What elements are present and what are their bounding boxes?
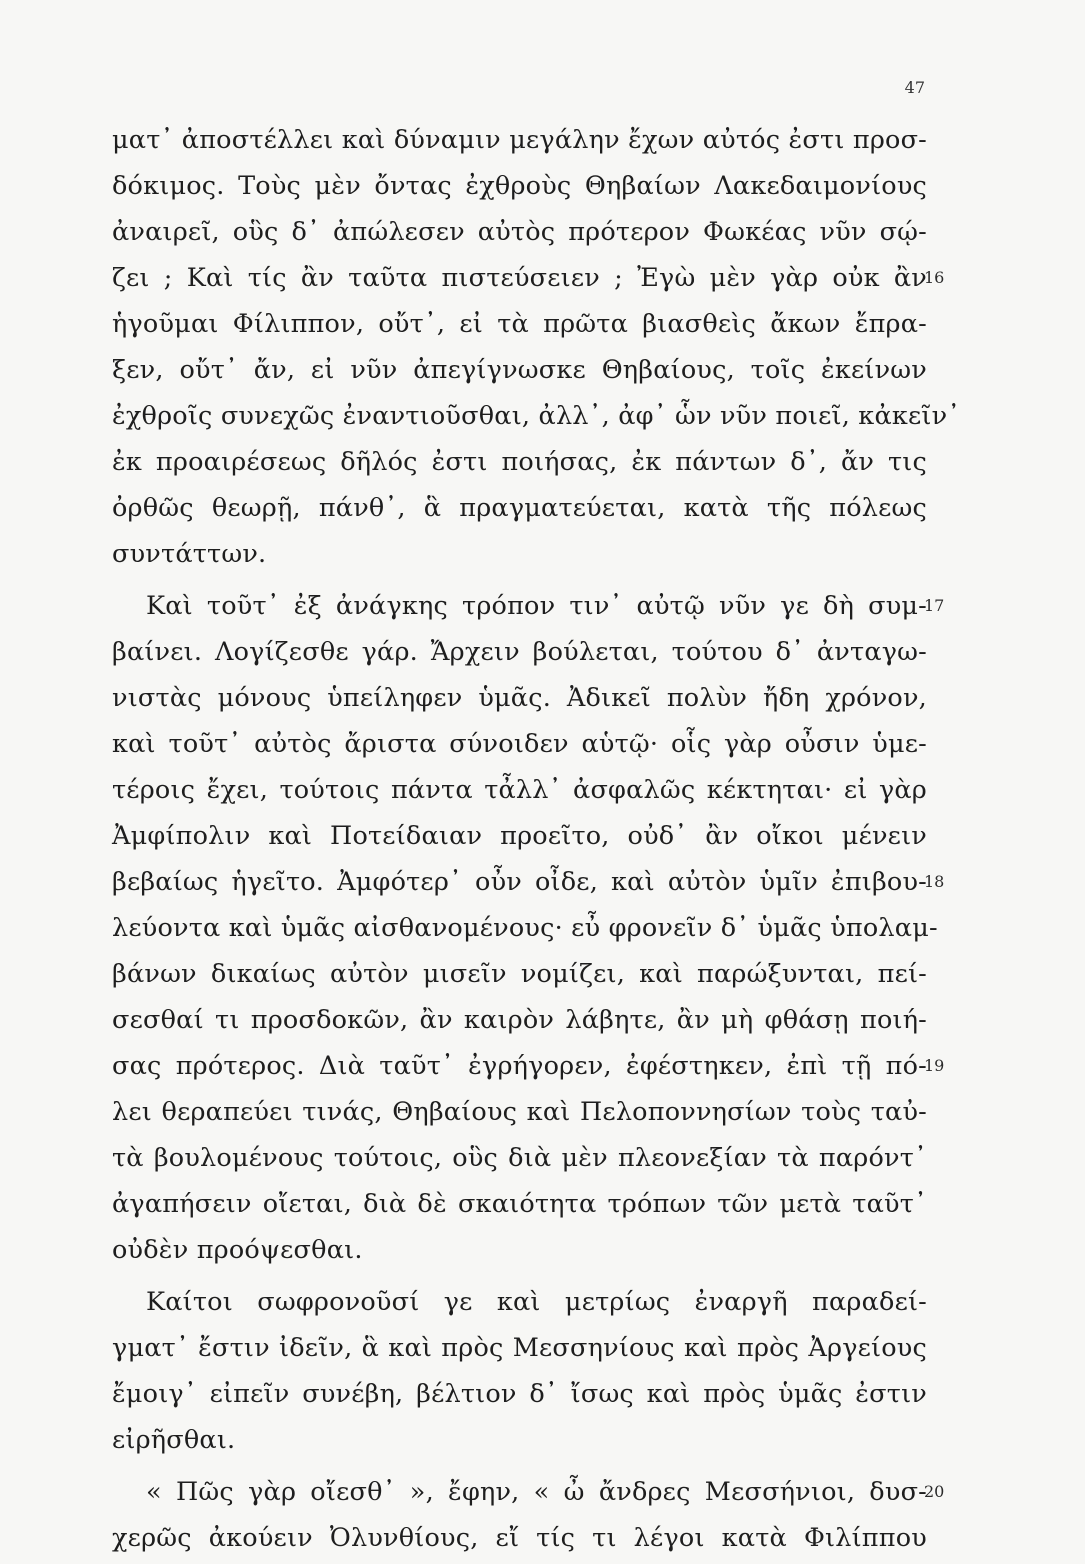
text-line: οὐδὲν προόψεσθαι. (112, 1235, 363, 1265)
text-line: συντάττων. (112, 539, 267, 569)
text-line: βαίνει. Λογίζεσθε γάρ. Ἄρχειν βούλεται, τούτου δ᾿ ἀνταγω- (112, 637, 927, 667)
text-line: Καὶ τοῦτ᾿ ἐξ ἀνάγκης τρόπον τιν᾿ αὐτῷ νῦν γε δὴ συμ- (146, 591, 927, 621)
text-line: ζει ; Καὶ τίς ἂν ταῦτα πιστεύσειεν ; Ἐγὼ μὲν γὰρ οὐκ ἂν (112, 263, 927, 293)
text-line: λεύοντα καὶ ὑμᾶς αἰσθανομένους· εὖ φρονεῖν δ᾿ ὑμᾶς ὑπολαμ- (112, 913, 938, 943)
text-line: χερῶς ἀκούειν Ὀλυνθίους, εἴ τίς τι λέγοι κατὰ Φιλίππου (112, 1523, 927, 1553)
text-line: ὀρθῶς θεωρῇ, πάνθ᾿, ἃ πραγματεύεται, κατὰ τῆς πόλεως (112, 493, 927, 523)
text-line: δόκιμος. Τοὺς μὲν ὄντας ἐχθροὺς Θηβαίων Λακεδαιμονίους (112, 171, 927, 201)
section-number: 18 (924, 872, 945, 891)
text-line: σας πρότερος. Διὰ ταῦτ᾿ ἐγρήγορεν, ἐφέστηκεν, ἐπὶ τῇ πό- (112, 1051, 927, 1081)
text-line: νιστὰς μόνους ὑπείληφεν ὑμᾶς. Ἀδικεῖ πολὺν ἤδη χρόνον, (112, 683, 927, 713)
text-line: τὰ βουλομένους τούτοις, οὓς διὰ μὲν πλεονεξίαν τὰ παρόντ᾿ (112, 1143, 927, 1173)
text-line: βεβαίως ἡγεῖτο. Ἀμφότερ᾿ οὖν οἶδε, καὶ αὐτὸν ὑμῖν ἐπιβου- (112, 867, 927, 897)
text-line: « Πῶς γὰρ οἴεσθ᾿ », ἔφην, « ὦ ἄνδρες Μεσσήνιοι, δυσ- (146, 1477, 927, 1507)
text-line: ἔμοιγ᾿ εἰπεῖν συνέβη, βέλτιον δ᾿ ἴσως καὶ πρὸς ὑμᾶς ἐστιν (112, 1379, 927, 1409)
section-number: 19 (924, 1056, 945, 1075)
text-line: Ἀμφίπολιν καὶ Ποτείδαιαν προεῖτο, οὐδ᾿ ἂν οἴκοι μένειν (112, 821, 927, 851)
text-line: ἐκ προαιρέσεως δῆλός ἐστι ποιήσας, ἐκ πάντων δ᾿, ἄν τις (112, 447, 927, 477)
text-line: ἡγοῦμαι Φίλιππον, οὔτ᾿, εἰ τὰ πρῶτα βιασθεὶς ἄκων ἔπρα- (112, 309, 927, 339)
text-line: καὶ τοῦτ᾿ αὐτὸς ἄριστα σύνοιδεν αὑτῷ· οἷς γὰρ οὖσιν ὑμε- (112, 729, 927, 759)
section-number: 16 (924, 268, 945, 287)
section-number: 20 (924, 1482, 945, 1501)
text-line: ἀναιρεῖ, οὓς δ᾿ ἀπώλεσεν αὐτὸς πρότερον Φωκέας νῦν σῴ- (112, 217, 927, 247)
page-number: 47 (904, 78, 925, 97)
text-line: ἀγαπήσειν οἴεται, διὰ δὲ σκαιότητα τρόπων τῶν μετὰ ταῦτ᾿ (112, 1189, 927, 1219)
text-line: τέροις ἔχει, τούτοις πάντα τἆλλ᾿ ἀσφαλῶς κέκτηται· εἰ γὰρ (112, 775, 927, 805)
text-line: εἰρῆσθαι. (112, 1425, 236, 1455)
text-line: Καίτοι σωφρονοῦσί γε καὶ μετρίως ἐναργῆ παραδεί- (146, 1287, 927, 1317)
text-line: λει θεραπεύει τινάς, Θηβαίους καὶ Πελοποννησίων τοὺς ταὐ- (112, 1097, 927, 1127)
text-line: σεσθαί τι προσδοκῶν, ἂν καιρὸν λάβητε, ἂν μὴ φθάσῃ ποιή- (112, 1005, 927, 1035)
text-line: βάνων δικαίως αὐτὸν μισεῖν νομίζει, καὶ παρώξυνται, πεί- (112, 959, 927, 989)
text-line: ξεν, οὔτ᾿ ἄν, εἰ νῦν ἀπεγίγνωσκε Θηβαίους, τοῖς ἐκείνων (112, 355, 927, 385)
text-line: ἐχθροῖς συνεχῶς ἐναντιοῦσθαι, ἀλλ᾿, ἀφ᾿ ὧν νῦν ποιεῖ, κἀκεῖν᾿ (112, 401, 961, 431)
section-number: 17 (924, 596, 945, 615)
text-line: γματ᾿ ἔστιν ἰδεῖν, ἃ καὶ πρὸς Μεσσηνίους καὶ πρὸς Ἀργείους (112, 1333, 927, 1363)
text-line: ματ᾿ ἀποστέλλει καὶ δύναμιν μεγάλην ἔχων αὐτός ἐστι προσ- (112, 125, 927, 155)
